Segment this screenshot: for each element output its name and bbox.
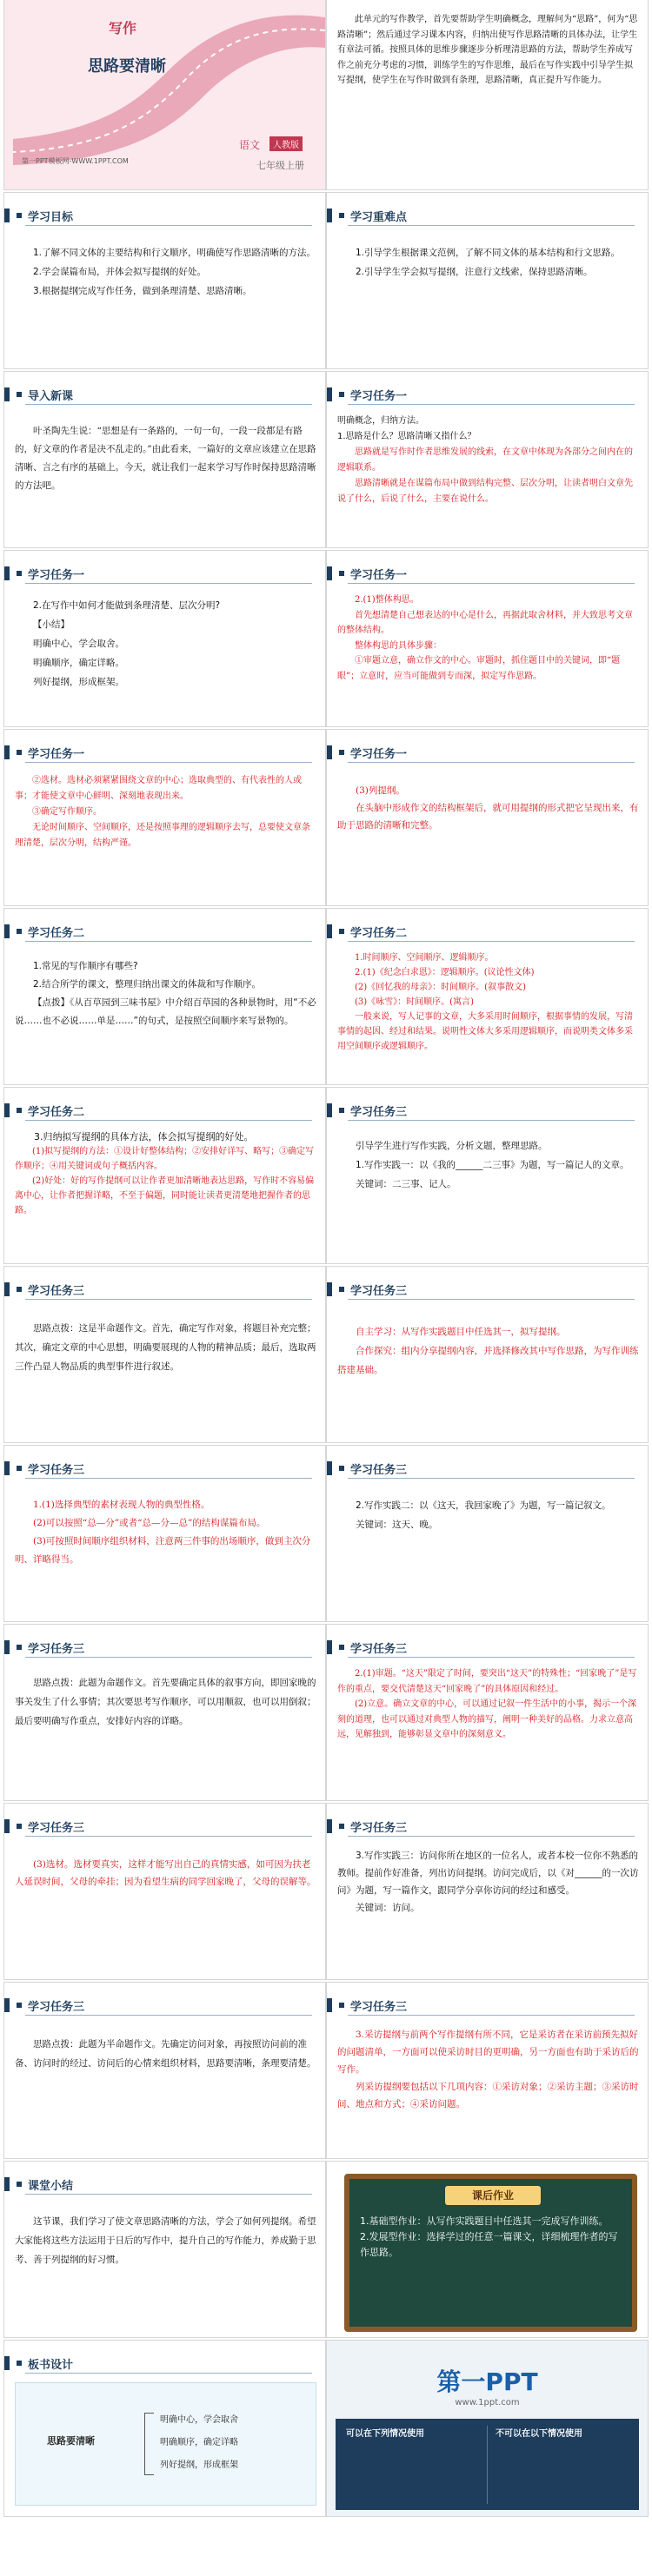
text-line: 这节课，我们学习了使文章思路清晰的方法，学会了如何列提纲。希望大家能将这些方法运用于日后的写作中，提升自己的写作能力，养成勤于思考、善于列提纲的好习惯。 xyxy=(15,2216,316,2265)
answer-line: ②选材。选材必须紧紧围绕文章的中心；选取典型的、有代表性的人或事；才能使文章中心鲜明、深刻地表现出来。 xyxy=(15,776,302,801)
text-line: 1.引导学生根据课文范例，了解不同文体的基本结构和行文思路。 xyxy=(356,248,621,258)
answer-line: (2)可以按照“总—分”或者“总—分—总”的结构谋篇布局。 xyxy=(33,1518,266,1528)
slide-task1-c xyxy=(327,551,648,726)
slide-task2-b xyxy=(327,909,648,1084)
cover-slide xyxy=(4,0,325,189)
answer-line: 2.(1)整体构思。 xyxy=(355,595,419,605)
text-line: 关键词：访问。 xyxy=(356,1903,420,1913)
text-line: 1.了解不同文体的主要结构和行文顺序，明确使写作思路清晰的方法。 xyxy=(33,248,316,258)
homework-item: 2.发展型作业：选择学过的任意一篇课文，详细梳理作者的写作思路。 xyxy=(360,2231,618,2258)
slide-title: 学习任务三 xyxy=(4,1993,325,2017)
answer-line: 3.采访提纲与前两个写作提纲有所不同，它是采访者在采访前预先拟好的问题清单，一方面可以使采访时目的更明确，另一方面也有助于采访后的写作。 xyxy=(337,2030,639,2075)
homework-title: 课后作业 xyxy=(445,2186,541,2205)
text-line: 3.归纳拟写提纲的具体方法，体会拟写提纲的好处。 xyxy=(34,1131,254,1142)
answer-line: (1)拟写提纲的方法：①设计好整体结构；②安排好详写、略写；③确定写作顺序；④用关键词或句子概括内容。 xyxy=(15,1147,315,1171)
slide-title: 学习任务三 xyxy=(327,1456,648,1480)
answer-line: 整体构思的具体步骤： xyxy=(355,640,442,651)
slide-intro xyxy=(4,372,325,547)
answer-line: 无论时间顺序、空间顺序，还是按照事理的逻辑顺序去写，总要使文章条理清楚，层次分明，结构严谨。 xyxy=(15,823,310,848)
answer-line: 1.时间顺序、空间顺序、逻辑顺序。 xyxy=(355,953,494,963)
board-line: 列好提纲，形成框架 xyxy=(160,2460,238,2470)
cover-subject: 语文 xyxy=(239,139,261,151)
answer-line: ①审题立意，确立作文的中心。审题时，抓住题目中的关键词，即“题眼”；立意时，应当可能做到专而深，拟定写作思路。 xyxy=(337,656,621,681)
text-line: 【点拨】《从百草园到三味书屋》中介绍百草园的各种景物时，用“不必说……也不必说……单是……”的句式，是按照空间顺序来写景物的。 xyxy=(15,997,316,1026)
chalkboard xyxy=(344,2174,637,2332)
answer-line: 在头脑中形成作文的结构框架后，就可用提纲的形式把它呈现出来，有助于思路的清晰和完整。 xyxy=(337,803,639,831)
slide-title: 学习任务三 xyxy=(4,1456,325,1480)
answer-line: 列采访提纲要包括以下几项内容：①采访对象；②采访主题；③采访时间、地点和方式；④采访问题。 xyxy=(337,2082,639,2109)
ad-divider xyxy=(487,2426,488,2504)
text-line: 1.思路是什么？思路清晰又指什么？ xyxy=(337,432,476,441)
slide-task1-e xyxy=(327,730,648,905)
cover-grade: 七年级上册 xyxy=(256,160,304,171)
board-line: 明确中心，学会取舍 xyxy=(160,2415,238,2425)
cover-edition-badge: 人教版 xyxy=(269,136,303,151)
answer-line: (3)可按照时间顺序组织材料，注意两三件事的出场顺序，做到主次分明、详略得当。 xyxy=(15,1536,311,1565)
slide-title: 学习任务三 xyxy=(327,1098,648,1122)
answer-line: 1.(1)选择典型的素材表现人物的典型性格。 xyxy=(33,1500,210,1510)
slide-title: 学习任务二 xyxy=(4,1098,325,1122)
slide-task3-g xyxy=(327,1625,648,1800)
slide-title: 课堂小结 xyxy=(4,2172,325,2196)
answer-line: 2.(1)审题。“这天”限定了时间，要突出“这天”的特殊性；“回家晚了”是写作的重点，要交代清楚这天“回家晚了”的具体原因和经过。 xyxy=(337,1669,637,1694)
slide-task1-a xyxy=(327,372,648,547)
text-line: 2.写作实践二：以《这天，我回家晚了》为题，写一篇记叙文。 xyxy=(356,1500,611,1511)
slide-task1-d xyxy=(4,730,325,905)
slide-title: 学习目标 xyxy=(4,203,325,228)
slide-title: 板书设计 xyxy=(4,2351,325,2375)
text-line: 2.在写作中如何才能做到条理清楚、层次分明? xyxy=(33,600,221,611)
answer-line: 2.(1)《纪念白求恩》：逻辑顺序。(议论性文体) xyxy=(355,968,535,977)
slide-title: 学习任务三 xyxy=(327,1814,648,1838)
text-line: 3.写作实践三：访问你所在地区的一位名人，或者本校一位你不熟悉的教师。提前作好准备，列出访问提纲。访问完成后，以《对______的一次访问》为题，写一篇作文，跟同学分享你访问的经过和感受。 xyxy=(337,1851,639,1896)
answer-line: (2)好处：好的写作提纲可以让作者更加清晰地表达思路，写作时不容易偏离中心，让作者把握详略，不至于偏题，同时能让读者更清楚地把握作者的思路。 xyxy=(15,1176,315,1215)
slide-task1-b xyxy=(4,551,325,726)
answer-line: 思路清晰就是在谋篇布局中做到结构完整、层次分明，让读者明白文章先说了什么，后说了什么，主要在说什么。 xyxy=(337,479,633,504)
slide-task3-k xyxy=(327,1983,648,2158)
slide-task3-c xyxy=(327,1267,648,1442)
slide-ad xyxy=(327,2341,648,2516)
answer-line: 一般来说，写人记事的文章，大多采用时间顺序，根据事情的发展，写清事情的起因、经过和结果。说明性文体大多采用逻辑顺序，而说明类文体多采用空间顺序或逻辑顺序。 xyxy=(337,1012,633,1051)
homework-item: 1.基础型作业：从写作实践题目中任选其一完成写作训练。 xyxy=(360,2215,609,2227)
text-line: 明确中心，学会取舍。 xyxy=(33,639,124,649)
text-line: 2.结合所学的课文，整理归纳出课文的体裁和写作顺序。 xyxy=(33,979,262,990)
board-design-diagram xyxy=(15,2382,316,2506)
slide-title: 学习任务一 xyxy=(327,740,648,765)
board-left-label: 思路要清晰 xyxy=(47,2435,95,2447)
cover-title-top: 写作 xyxy=(109,20,137,36)
ad-panel xyxy=(336,2419,639,2510)
text-line: 引导学生进行写作实践，分析文题，整理思路。 xyxy=(356,1141,548,1151)
slide-title: 学习任务一 xyxy=(327,561,648,586)
cover-watermark: 第一PPT模板网-WWW.1PPT.COM xyxy=(22,157,129,165)
slide-task3-h xyxy=(4,1804,325,1979)
slide-title: 学习任务一 xyxy=(327,382,648,407)
answer-line: 合作探究：组内分享提纲内容，并选择修改其中写作思路，为写作训练搭建基础。 xyxy=(337,1346,639,1375)
slide-key-points xyxy=(327,193,648,368)
slide-task2-a xyxy=(4,909,325,1084)
answer-line: 首先想清楚自己想表达的中心是什么，再据此取舍材料，并大致思考文章的整体结构。 xyxy=(337,610,633,635)
slide-title: 学习任务一 xyxy=(4,740,325,765)
ad-brand: 第一PPT xyxy=(436,2367,538,2396)
answer-line: (2)《回忆我的母亲》：时间顺序。(叙事散文) xyxy=(355,983,526,992)
text-line: 明确顺序，确定详略。 xyxy=(33,658,124,668)
slide-title: 学习任务三 xyxy=(4,1635,325,1659)
slide-title: 学习重难点 xyxy=(327,203,648,228)
slide-title: 导入新课 xyxy=(4,382,325,407)
text-line: 2.引导学生学会拟写提纲，注意行文线索，保持思路清晰。 xyxy=(356,267,593,277)
text-line: 3.根据提纲完成写作任务，做到条理清楚、思路清晰。 xyxy=(33,286,252,296)
text-line: 【小结】 xyxy=(33,619,70,630)
text-line: 2.学会谋篇布局，并体会拟写提纲的好处。 xyxy=(33,267,207,277)
answer-line: (3)选材。选材要真实，这样才能写出自己的真情实感，如可因为扶老人延误时间，父母的牵挂；因为看望生病的同学回家晚了，父母的误解等。 xyxy=(15,1859,316,1887)
answer-line: 思路就是写作时作者思维发展的线索，在文章中体现为各部分之间内在的逻辑联系。 xyxy=(337,447,633,473)
slide-task3-b xyxy=(4,1267,325,1442)
slide-task3-e xyxy=(327,1446,648,1621)
slide-title: 学习任务三 xyxy=(4,1814,325,1838)
slide-title: 学习任务一 xyxy=(4,561,325,586)
slide-homework xyxy=(327,2162,648,2337)
text-line: 列好提纲，形成框架。 xyxy=(33,677,124,687)
intro-slide xyxy=(327,0,648,189)
text-line: 思路点拨：此题为半命题作文。先确定访问对象，再按照访问前的准备、访问时的经过、访问后的心情来组织材料，思路要清晰，条理要清楚。 xyxy=(15,2039,316,2069)
slide-title: 学习任务二 xyxy=(4,919,325,944)
slide-task3-j xyxy=(4,1983,325,2158)
text-line: 明确概念，归纳方法。 xyxy=(337,416,424,426)
answer-line: (3)列提纲。 xyxy=(356,785,405,796)
slide-task3-f xyxy=(4,1625,325,1800)
slide-goals xyxy=(4,193,325,368)
text-line: 思路点拨：这是半命题作文。首先，确定写作对象，将题目补充完整；其次，确定文章的中心思想，明确要展现的人物的精神品质；最后，选取两三件凸显人物品质的典型事件进行叙述。 xyxy=(15,1323,316,1372)
slide-title: 学习任务三 xyxy=(327,1993,648,2017)
answer-line: ③确定写作顺序。 xyxy=(32,807,102,817)
slide-title: 学习任务三 xyxy=(4,1277,325,1301)
ad-left-title: 可以在下列情况使用 xyxy=(346,2429,424,2439)
text-line: 关键词：这天、晚。 xyxy=(356,1520,438,1530)
slide-task2-c xyxy=(4,1088,325,1263)
slide-title: 学习任务三 xyxy=(327,1277,648,1301)
slide-board-design xyxy=(4,2341,325,2516)
slide-summary xyxy=(4,2162,325,2337)
slide-task3-d xyxy=(4,1446,325,1621)
slide-task3-i xyxy=(327,1804,648,1979)
answer-line: (2)立意。确立文章的中心，可以通过记叙一件生活中的小事，揭示一个深刻的道理，也可以通过对典型人物的描写，阐明一种美好的品格。力求立意高远，见解独到，能够彰显文章中的深刻意义。 xyxy=(337,1699,637,1739)
intro-text: 此单元的写作教学，首先要帮助学生明确概念，理解何为“思路”，何为“思路清晰”；然后通过学习课本内容，归纳出使写作思路清晰的具体办法，让学生有章法可循。按照具体的思维步骤逐步分析理清思路的方法，帮助学生养成写作之前充分考虑的习惯，训练学生的写作思维，最后在写作实践中引导学生拟写提纲，使学生在写作时做到有条理，思路清晰，真正提升写作能力。 xyxy=(337,15,638,85)
slide-title: 学习任务二 xyxy=(327,919,648,944)
text-line: 关键词：二三事、记人。 xyxy=(356,1179,456,1189)
slide-task3-a xyxy=(327,1088,648,1263)
answer-line: (3)《咏雪》：时间顺序。(寓言) xyxy=(355,997,474,1007)
answer-line: 自主学习：从写作实践题目中任选其一，拟写提纲。 xyxy=(356,1327,566,1337)
ad-url: www.1ppt.com xyxy=(455,2398,520,2407)
text-line: 1.常见的写作顺序有哪些? xyxy=(33,961,138,971)
ad-right-title: 不可以在以下情况使用 xyxy=(496,2429,582,2439)
cover-title-main: 思路要清晰 xyxy=(88,57,166,76)
bracket xyxy=(144,2413,154,2475)
board-line: 明确顺序，确定详略 xyxy=(160,2438,238,2447)
text-line: 叶圣陶先生说：“思想是有一条路的，一句一句，一段一段都是有路的，好文章的作者是决不乱走的。”由此看来，一篇好的文章应该建立在思路清晰、言之有序的基础上。今天，就让我们一起来学习写作时保持思路清晰的方法吧。 xyxy=(15,426,316,491)
text-line: 思路点拨：此题为命题作文。首先要确定具体的叙事方向，即回家晚的事关发生了什么事情；其次要思考写作顺序，可以用顺叙，也可以用倒叙；最后要明确写作重点，安排好内容的详略。 xyxy=(15,1678,316,1726)
text-line: 1.写作实践一：以《我的______二三事》为题，写一篇记人的文章。 xyxy=(356,1160,629,1170)
slide-title: 学习任务三 xyxy=(327,1635,648,1659)
